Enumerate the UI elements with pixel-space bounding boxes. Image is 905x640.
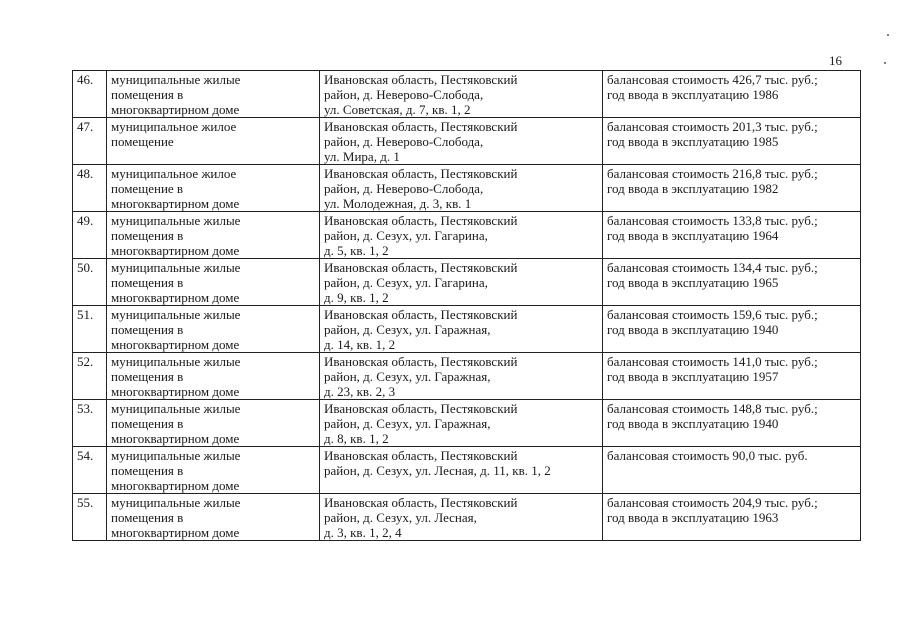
- object-line: муниципальные жилые: [111, 495, 241, 510]
- info-line: балансовая стоимость 426,7 тыс. руб.;: [607, 72, 818, 87]
- object-address: [320, 494, 603, 541]
- object-info: [603, 306, 861, 353]
- info-line: год ввода в эксплуатацию 1965: [607, 275, 779, 290]
- object-line: муниципальные жилые: [111, 213, 241, 228]
- info-line: балансовая стоимость 159,6 тыс. руб.;: [607, 307, 818, 322]
- address-line: район, д. Сезух, ул. Гаражная,: [324, 416, 491, 431]
- address-line: ул. Молодежная, д. 3, кв. 1: [324, 196, 472, 211]
- info-line: год ввода в эксплуатацию 1964: [607, 228, 779, 243]
- object-line: многоквартирном доме: [111, 290, 240, 305]
- address-line: Ивановская область, Пестяковский: [324, 119, 518, 134]
- address-line: район, д. Сезух, ул. Гагарина,: [324, 228, 488, 243]
- object-info: [603, 118, 861, 165]
- object-description: [107, 306, 320, 353]
- info-line: балансовая стоимость 90,0 тыс. руб.: [607, 448, 808, 463]
- object-line: муниципальные жилые: [111, 260, 241, 275]
- row-number: 52.: [73, 353, 107, 400]
- object-line: муниципальное жилое: [111, 119, 237, 134]
- object-info: [603, 400, 861, 447]
- info-line: год ввода в эксплуатацию 1982: [607, 181, 779, 196]
- address-line: район, д. Неверово-Слобода,: [324, 181, 484, 196]
- object-line: муниципальные жилые: [111, 448, 241, 463]
- info-line: год ввода в эксплуатацию 1940: [607, 416, 779, 431]
- object-line: многоквартирном доме: [111, 431, 240, 446]
- object-address: [320, 118, 603, 165]
- object-line: помещения в: [111, 416, 184, 431]
- table-row: [73, 71, 861, 118]
- object-line: помещения в: [111, 275, 184, 290]
- address-line: д. 8, кв. 1, 2: [324, 431, 389, 446]
- info-line: балансовая стоимость 216,8 тыс. руб.;: [607, 166, 818, 181]
- address-line: район, д. Неверово-Слобода,: [324, 87, 484, 102]
- table-row: [73, 400, 861, 447]
- object-line: помещение: [111, 134, 174, 149]
- row-number: 53.: [73, 400, 107, 447]
- object-description: [107, 118, 320, 165]
- row-number: 49.: [73, 212, 107, 259]
- scan-speck: [887, 34, 889, 36]
- object-address: [320, 400, 603, 447]
- address-line: Ивановская область, Пестяковский: [324, 354, 518, 369]
- object-address: [320, 306, 603, 353]
- address-line: район, д. Сезух, ул. Гаражная,: [324, 369, 491, 384]
- registry-body: [73, 71, 861, 541]
- object-address: [320, 71, 603, 118]
- object-description: [107, 71, 320, 118]
- info-line: год ввода в эксплуатацию 1963: [607, 510, 779, 525]
- object-line: многоквартирном доме: [111, 478, 240, 493]
- info-line: год ввода в эксплуатацию 1985: [607, 134, 779, 149]
- object-line: помещение в: [111, 181, 184, 196]
- object-info: [603, 212, 861, 259]
- object-description: [107, 165, 320, 212]
- object-line: многоквартирном доме: [111, 384, 240, 399]
- object-line: муниципальное жилое: [111, 166, 237, 181]
- table-row: [73, 212, 861, 259]
- property-registry-table: [72, 70, 861, 541]
- info-line: балансовая стоимость 201,3 тыс. руб.;: [607, 119, 818, 134]
- info-line: год ввода в эксплуатацию 1940: [607, 322, 779, 337]
- row-number: 48.: [73, 165, 107, 212]
- address-line: Ивановская область, Пестяковский: [324, 495, 518, 510]
- object-address: [320, 259, 603, 306]
- object-line: помещения в: [111, 510, 184, 525]
- address-line: Ивановская область, Пестяковский: [324, 307, 518, 322]
- info-line: балансовая стоимость 141,0 тыс. руб.;: [607, 354, 818, 369]
- info-line: год ввода в эксплуатацию 1957: [607, 369, 779, 384]
- address-line: Ивановская область, Пестяковский: [324, 260, 518, 275]
- object-description: [107, 494, 320, 541]
- info-line: балансовая стоимость 134,4 тыс. руб.;: [607, 260, 818, 275]
- row-number: 55.: [73, 494, 107, 541]
- address-line: Ивановская область, Пестяковский: [324, 72, 518, 87]
- object-line: муниципальные жилые: [111, 72, 241, 87]
- object-line: помещения в: [111, 463, 184, 478]
- row-number: 51.: [73, 306, 107, 353]
- table-row: [73, 165, 861, 212]
- address-line: район, д. Неверово-Слобода,: [324, 134, 484, 149]
- address-line: ул. Советская, д. 7, кв. 1, 2: [324, 102, 471, 117]
- info-line: балансовая стоимость 204,9 тыс. руб.;: [607, 495, 818, 510]
- table-row: [73, 306, 861, 353]
- row-number: 50.: [73, 259, 107, 306]
- info-line: балансовая стоимость 133,8 тыс. руб.;: [607, 213, 818, 228]
- object-address: [320, 212, 603, 259]
- address-line: район, д. Сезух, ул. Гагарина,: [324, 275, 488, 290]
- address-line: д. 9, кв. 1, 2: [324, 290, 389, 305]
- address-line: д. 23, кв. 2, 3: [324, 384, 396, 399]
- address-line: Ивановская область, Пестяковский: [324, 401, 518, 416]
- address-line: Ивановская область, Пестяковский: [324, 166, 518, 181]
- page-number: 16: [829, 53, 842, 68]
- address-line: д. 14, кв. 1, 2: [324, 337, 396, 352]
- scan-speck: [884, 62, 886, 64]
- address-line: д. 5, кв. 1, 2: [324, 243, 389, 258]
- info-line: балансовая стоимость 148,8 тыс. руб.;: [607, 401, 818, 416]
- object-info: [603, 71, 861, 118]
- object-line: помещения в: [111, 369, 184, 384]
- table-row: [73, 118, 861, 165]
- table-row: [73, 259, 861, 306]
- object-line: помещения в: [111, 228, 184, 243]
- object-address: [320, 447, 603, 494]
- object-line: многоквартирном доме: [111, 243, 240, 258]
- info-line: год ввода в эксплуатацию 1986: [607, 87, 779, 102]
- object-description: [107, 353, 320, 400]
- object-address: [320, 165, 603, 212]
- object-info: [603, 447, 861, 494]
- object-line: помещения в: [111, 322, 184, 337]
- object-info: [603, 165, 861, 212]
- table-row: [73, 494, 861, 541]
- address-line: район, д. Сезух, ул. Гаражная,: [324, 322, 491, 337]
- object-line: муниципальные жилые: [111, 354, 241, 369]
- address-line: район, д. Сезух, ул. Лесная,: [324, 510, 477, 525]
- object-line: муниципальные жилые: [111, 401, 241, 416]
- object-line: многоквартирном доме: [111, 525, 240, 540]
- table-row: [73, 353, 861, 400]
- row-number: 54.: [73, 447, 107, 494]
- object-line: муниципальные жилые: [111, 307, 241, 322]
- object-info: [603, 494, 861, 541]
- object-description: [107, 212, 320, 259]
- address-line: Ивановская область, Пестяковский: [324, 213, 518, 228]
- address-line: Ивановская область, Пестяковский: [324, 448, 518, 463]
- object-line: многоквартирном доме: [111, 337, 240, 352]
- table-row: [73, 447, 861, 494]
- object-description: [107, 447, 320, 494]
- object-info: [603, 259, 861, 306]
- row-number: 47.: [73, 118, 107, 165]
- address-line: ул. Мира, д. 1: [324, 149, 400, 164]
- object-description: [107, 259, 320, 306]
- address-line: д. 3, кв. 1, 2, 4: [324, 525, 402, 540]
- object-line: помещения в: [111, 87, 184, 102]
- object-line: многоквартирном доме: [111, 196, 240, 211]
- object-info: [603, 353, 861, 400]
- object-address: [320, 353, 603, 400]
- row-number: 46.: [73, 71, 107, 118]
- address-line: район, д. Сезух, ул. Лесная, д. 11, кв. 1, 2: [324, 463, 551, 478]
- object-line: многоквартирном доме: [111, 102, 240, 117]
- object-description: [107, 400, 320, 447]
